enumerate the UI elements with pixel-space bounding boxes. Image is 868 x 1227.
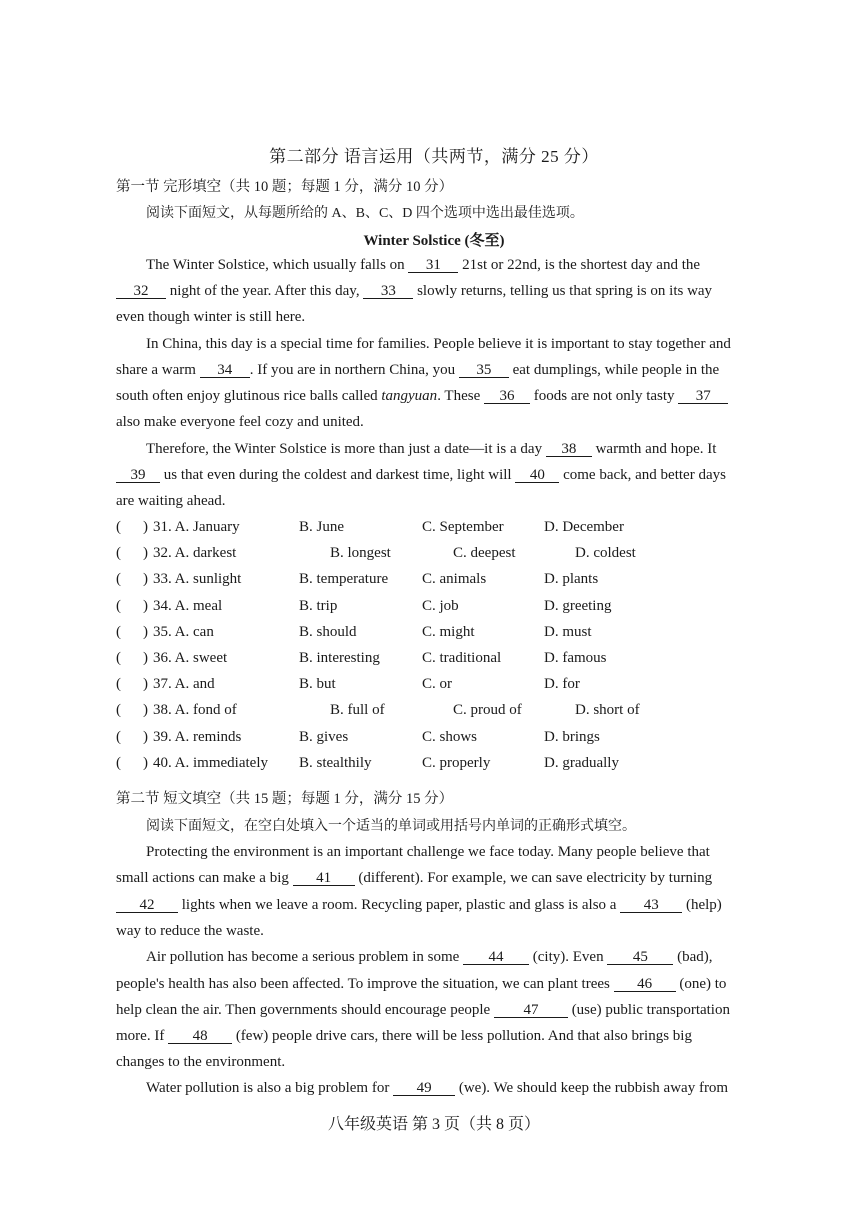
passage-line: 32 night of the year. After this day, 33 slowly returns, telling us that spring is on its way bbox=[116, 282, 712, 300]
answer-paren-close: ) bbox=[143, 650, 148, 666]
blank-39: 39 bbox=[116, 468, 160, 483]
blank-41: 41 bbox=[293, 871, 355, 886]
blank-33: 33 bbox=[363, 284, 413, 299]
option-b: B. gives bbox=[299, 728, 349, 745]
option-c: C. job bbox=[422, 597, 459, 614]
answer-paren-close: ) bbox=[143, 623, 148, 640]
passage-line: Air pollution has become a serious problem in some 44 (city). Even 45 (bad), bbox=[146, 949, 713, 965]
blank-49: 49 bbox=[393, 1081, 455, 1096]
option-a: 39. A. reminds bbox=[153, 728, 242, 745]
option-d: D. gradually bbox=[544, 754, 619, 771]
option-b: B. stealthily bbox=[299, 754, 372, 771]
page-footer: 八年级英语 第 3 页（共 8 页） bbox=[327, 1116, 540, 1133]
passage-line: small actions can make a big 41 (different). For example, we can save electricity by turning bbox=[116, 870, 713, 886]
option-b: B. should bbox=[299, 623, 357, 640]
option-a: 34. A. meal bbox=[153, 597, 223, 614]
answer-paren-open[interactable]: ( bbox=[116, 519, 121, 535]
option-a: 31. A. January bbox=[153, 519, 240, 535]
answer-paren-close: ) bbox=[143, 728, 148, 745]
blank-44: 44 bbox=[463, 950, 529, 965]
passage-title: Winter Solstice (冬至) bbox=[363, 233, 505, 249]
option-d: D. short of bbox=[575, 702, 640, 719]
passage-line: Therefore, the Winter Solstice is more than just a date—it is a day 38 warmth and hope. It bbox=[146, 441, 717, 457]
option-a: 32. A. darkest bbox=[153, 545, 237, 562]
option-d: D. greeting bbox=[544, 597, 612, 614]
part-title: 第二部分 语言运用（共两节，满分 25 分） bbox=[269, 147, 599, 166]
option-a: 33. A. sunlight bbox=[153, 571, 242, 588]
blank-36: 36 bbox=[484, 389, 530, 404]
answer-paren-close: ) bbox=[143, 754, 148, 771]
option-c: C. properly bbox=[422, 754, 491, 771]
passage-line: Water pollution is also a big problem for 49 (we). We should keep the rubbish away from bbox=[146, 1080, 729, 1096]
passage-line: The Winter Solstice, which usually falls on 31 21st or 22nd, is the shortest day and the bbox=[146, 257, 701, 273]
option-c: C. proud of bbox=[453, 702, 522, 719]
option-b: B. full of bbox=[330, 702, 385, 719]
passage-line: In China, this day is a special time for families. People believe it is important to stay together and bbox=[146, 336, 731, 352]
option-c: C. traditional bbox=[422, 650, 502, 666]
option-b: B. longest bbox=[330, 545, 391, 562]
option-a: 37. A. and bbox=[153, 676, 215, 693]
answer-paren-open[interactable]: ( bbox=[116, 754, 121, 771]
option-b: B. but bbox=[299, 676, 336, 693]
section1-heading: 第一节 完形填空（共 10 题；每题 1 分，满分 10 分） bbox=[116, 179, 454, 195]
passage-line: south often enjoy glutinous rice balls called tangyuan. These 36 foods are not only tasty 37 bbox=[116, 387, 728, 405]
option-c: C. might bbox=[422, 623, 475, 640]
passage-line: way to reduce the waste. bbox=[116, 923, 264, 939]
passage-line: help clean the air. Then governments should encourage people 47 (use) public transportation bbox=[116, 1002, 730, 1018]
blank-31: 31 bbox=[408, 258, 458, 273]
answer-paren-open[interactable]: ( bbox=[116, 571, 121, 588]
option-b: B. trip bbox=[299, 597, 338, 614]
option-d: D. plants bbox=[544, 571, 599, 588]
blank-34: 34 bbox=[200, 363, 250, 378]
blank-48: 48 bbox=[168, 1029, 232, 1044]
answer-paren-open[interactable]: ( bbox=[116, 545, 121, 562]
option-a: 38. A. fond of bbox=[153, 702, 237, 719]
option-b: B. interesting bbox=[299, 650, 380, 666]
passage-line: more. If 48 (few) people drive cars, there will be less pollution. And that also brings big bbox=[116, 1028, 692, 1044]
passage-line: also make everyone feel cozy and united. bbox=[116, 414, 364, 430]
answer-paren-close: ) bbox=[143, 676, 148, 693]
blank-46: 46 bbox=[614, 977, 676, 992]
passage-line: 39 us that even during the coldest and darkest time, light will 40 come back, and better days bbox=[116, 466, 726, 484]
passage-line: even though winter is still here. bbox=[116, 309, 306, 325]
section2-heading: 第二节 短文填空（共 15 题；每题 1 分，满分 15 分） bbox=[116, 791, 454, 807]
passage-line: people's health has also been affected. To improve the situation, we can plant trees 46 (one) to bbox=[116, 976, 727, 992]
option-d: D. coldest bbox=[575, 545, 636, 562]
answer-paren-open[interactable]: ( bbox=[116, 650, 121, 666]
answer-paren-open[interactable]: ( bbox=[116, 623, 121, 640]
blank-45: 45 bbox=[607, 950, 673, 965]
option-d: D. for bbox=[544, 676, 580, 693]
passage-line: share a warm 34 . If you are in northern China, you 35 eat dumplings, while people in the bbox=[116, 362, 720, 378]
option-c: C. or bbox=[422, 676, 452, 693]
option-c: C. animals bbox=[422, 571, 487, 588]
answer-paren-close: ) bbox=[143, 702, 148, 719]
blank-47: 47 bbox=[494, 1003, 568, 1018]
blank-40: 40 bbox=[515, 468, 559, 483]
option-d: D. brings bbox=[544, 728, 600, 745]
section1-instruction: 阅读下面短文，从每题所给的 A、B、C、D 四个选项中选出最佳选项。 bbox=[146, 206, 584, 221]
blank-42: 42 bbox=[116, 898, 178, 913]
answer-paren-close: ) bbox=[143, 597, 148, 614]
option-b: B. June bbox=[299, 519, 344, 535]
blank-32: 32 bbox=[116, 284, 166, 299]
section2-instruction: 阅读下面短文，在空白处填入一个适当的单词或用括号内单词的正确形式填空。 bbox=[146, 819, 636, 834]
option-d: D. famous bbox=[544, 650, 607, 666]
passage-line: are waiting ahead. bbox=[116, 493, 226, 509]
option-c: C. shows bbox=[422, 728, 478, 745]
answer-paren-close: ) bbox=[143, 519, 148, 535]
answer-paren-open[interactable]: ( bbox=[116, 597, 121, 614]
answer-paren-open[interactable]: ( bbox=[116, 676, 121, 693]
blank-43: 43 bbox=[620, 898, 682, 913]
passage-line: changes to the environment. bbox=[116, 1054, 286, 1070]
blank-38: 38 bbox=[546, 442, 592, 457]
option-c: C. September bbox=[422, 519, 504, 535]
option-a: 40. A. immediately bbox=[153, 754, 268, 771]
option-a: 36. A. sweet bbox=[153, 650, 228, 666]
blank-35: 35 bbox=[459, 363, 509, 378]
option-c: C. deepest bbox=[453, 545, 516, 562]
option-d: D. December bbox=[544, 519, 624, 535]
blank-37: 37 bbox=[678, 389, 728, 404]
answer-paren-close: ) bbox=[143, 571, 148, 588]
answer-paren-open[interactable]: ( bbox=[116, 702, 121, 719]
answer-paren-close: ) bbox=[143, 545, 148, 562]
answer-paren-open[interactable]: ( bbox=[116, 728, 121, 745]
option-d: D. must bbox=[544, 623, 592, 640]
passage-line: Protecting the environment is an important challenge we face today. Many people believe that bbox=[146, 844, 710, 860]
option-a: 35. A. can bbox=[153, 623, 214, 640]
passage-line: 42 lights when we leave a room. Recycling paper, plastic and glass is also a 43 (help) bbox=[116, 896, 722, 914]
option-b: B. temperature bbox=[299, 571, 389, 588]
